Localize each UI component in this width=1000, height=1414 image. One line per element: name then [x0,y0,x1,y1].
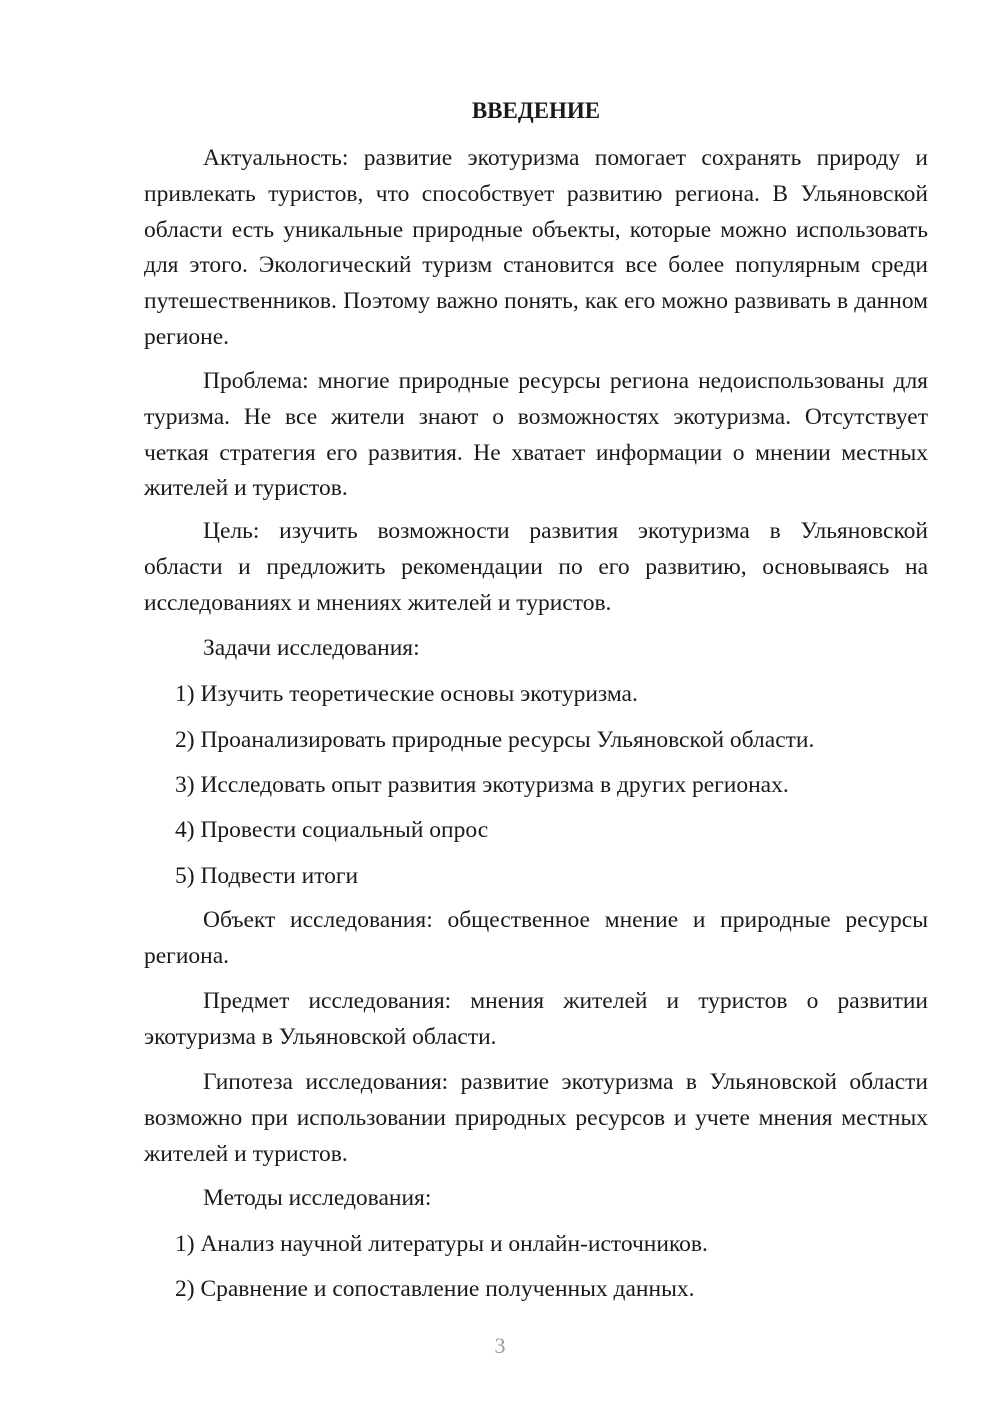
method-item-1: 1) Анализ научной литературы и онлайн-источников. [175,1231,708,1257]
problem-paragraph: Проблема: многие природные ресурсы региона недоиспользованы для туризма. Не все жители знают о возможностях экотуризма. Отсутствует четкая стратегия его развития. Не хватает информации о мнении местных жителей и туристов. [144,368,928,502]
object-paragraph: Объект исследования: общественное мнение и природные ресурсы региона. [144,907,928,969]
subject-paragraph: Предмет исследования: мнения жителей и туристов о развитии экотуризма в Ульяновской области. [144,988,928,1050]
task-item-5: 5) Подвести итоги [175,863,359,889]
relevance-paragraph: Актуальность: развитие экотуризма помогает сохранять природу и привлекать туристов, что способствует развитию региона. В Ульяновской области есть уникальные природные объекты, которые можно использовать для этого. Экологический туризм становится все более популярным среди путешественников. Поэтому важно понять, как его можно развивать в данном регионе. [144,145,928,350]
method-item-2: 2) Сравнение и сопоставление полученных данных. [175,1276,695,1302]
task-item-4: 4) Провести социальный опрос [175,817,489,843]
hypothesis-paragraph: Гипотеза исследования: развитие экотуризма в Ульяновской области возможно при использовании природных ресурсов и учете мнения местных жителей и туристов. [144,1069,928,1167]
methods-heading: Методы исследования: [203,1185,432,1211]
task-item-3: 3) Исследовать опыт развития экотуризма в других регионах. [175,772,789,798]
tasks-heading: Задачи исследования: [203,635,420,661]
task-item-2: 2) Проанализировать природные ресурсы Ульяновской области. [175,727,815,753]
page-title: ВВЕДЕНИЕ [471,98,601,123]
page-number: 3 [494,1333,506,1358]
goal-paragraph: Цель: изучить возможности развития экотуризма в Ульяновской области и предложить рекомендации по его развитию, основываясь на исследованиях и мнениях жителей и туристов. [144,518,928,616]
task-item-1: 1) Изучить теоретические основы экотуризма. [175,681,638,707]
